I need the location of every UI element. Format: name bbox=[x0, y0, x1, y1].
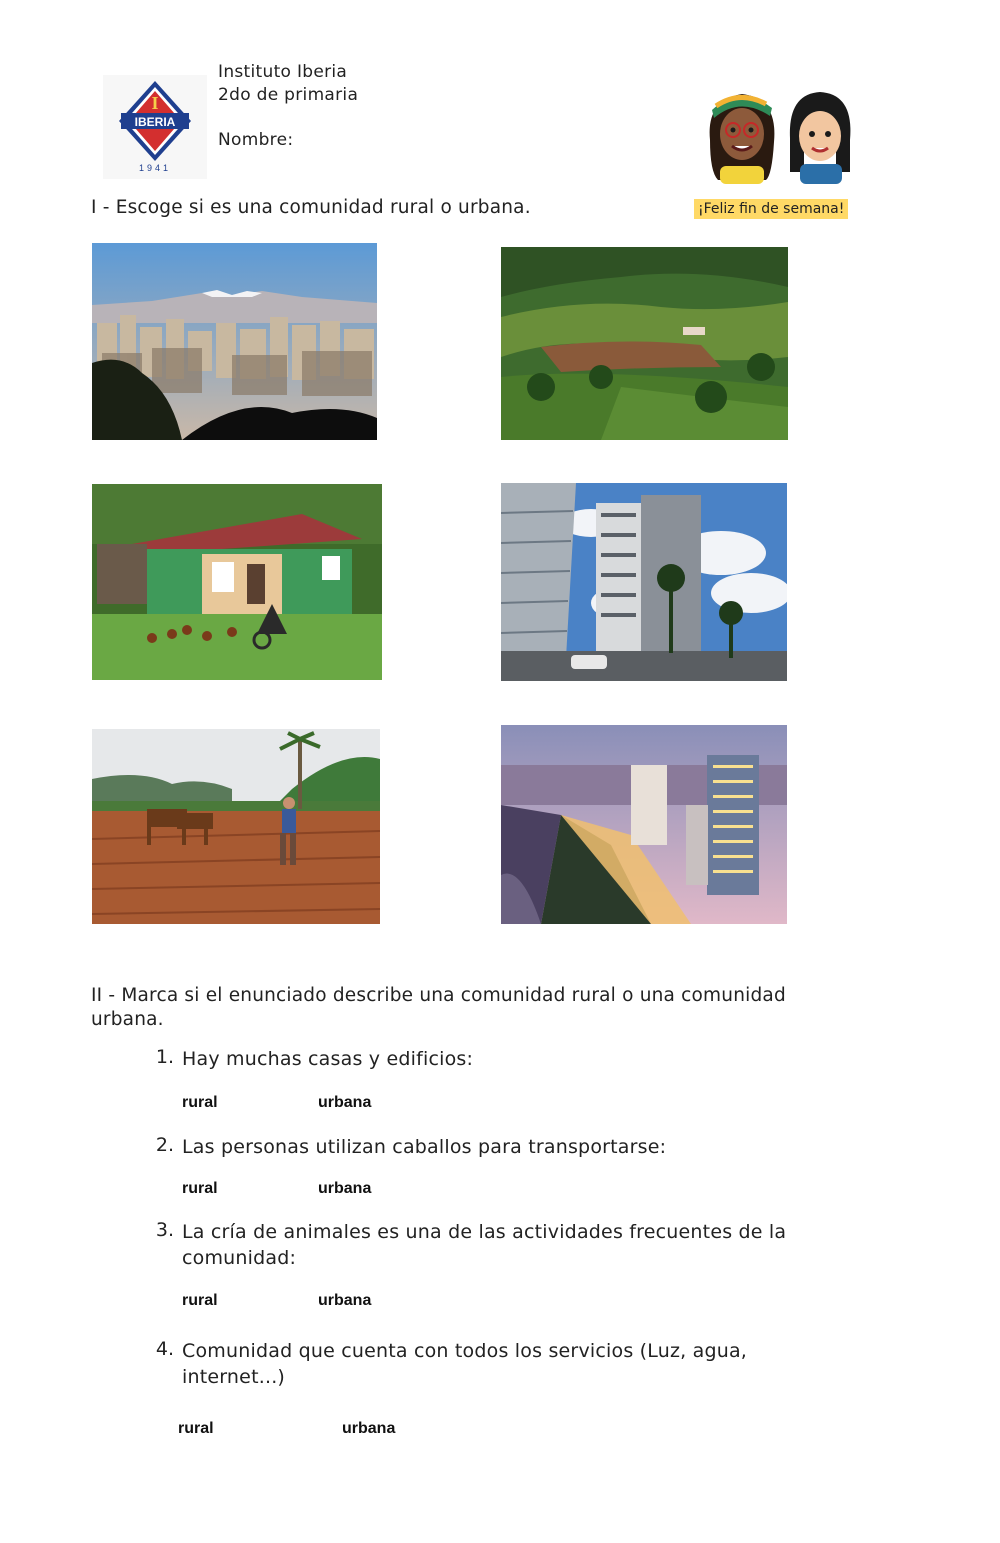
question-3-number: 3. bbox=[155, 1219, 174, 1241]
question-4-number: 4. bbox=[155, 1338, 174, 1360]
question-3-text: La cría de animales es una de las actividades frecuentes de la comunidad: bbox=[182, 1221, 787, 1269]
question-1-text: Hay muchas casas y edificios: bbox=[182, 1048, 474, 1070]
question-2-text: Las personas utilizan caballos para transportarse: bbox=[182, 1136, 667, 1158]
question-1-number: 1. bbox=[155, 1046, 174, 1068]
question-3-option-rural[interactable]: rural bbox=[182, 1292, 218, 1309]
logo-letter: I bbox=[151, 93, 159, 113]
question-1-option-urbana[interactable]: urbana bbox=[318, 1094, 372, 1111]
question-2-option-rural[interactable]: rural bbox=[182, 1180, 218, 1197]
name-label: Nombre: bbox=[218, 130, 294, 150]
logo-text: IBERIA bbox=[134, 115, 176, 129]
photo-farmer-plowing[interactable] bbox=[92, 729, 380, 924]
question-3-option-urbana[interactable]: urbana bbox=[318, 1292, 372, 1309]
photo-urban-towers[interactable] bbox=[501, 483, 787, 681]
avatar-2 bbox=[790, 92, 851, 184]
section2-title: II - Marca si el enunciado describe una comunidad rural o una comunidad urbana. bbox=[91, 985, 786, 1030]
photo-rural-hills[interactable] bbox=[501, 247, 788, 440]
question-4-text: Comunidad que cuenta con todos los servicios (Luz, agua, internet...) bbox=[182, 1340, 748, 1388]
question-2-option-urbana[interactable]: urbana bbox=[318, 1180, 372, 1197]
question-4-option-rural[interactable]: rural bbox=[178, 1420, 214, 1437]
logo-year: 1941 bbox=[138, 163, 172, 173]
photo-coastal-city[interactable] bbox=[501, 725, 787, 924]
photo-rural-house[interactable] bbox=[92, 484, 382, 680]
section1-title: I - Escoge si es una comunidad rural o urbana. bbox=[91, 197, 531, 218]
school-name: Instituto Iberia bbox=[218, 62, 348, 82]
teacher-avatars bbox=[700, 80, 860, 184]
greeting-banner: ¡Feliz fin de semana! bbox=[694, 199, 848, 219]
question-4-option-urbana[interactable]: urbana bbox=[342, 1420, 396, 1437]
photo-city-mountains[interactable] bbox=[92, 243, 377, 440]
question-2-number: 2. bbox=[155, 1134, 174, 1156]
avatar-1 bbox=[710, 94, 775, 184]
school-logo bbox=[103, 75, 207, 179]
question-1-option-rural[interactable]: rural bbox=[182, 1094, 218, 1111]
grade-label: 2do de primaria bbox=[218, 85, 359, 105]
